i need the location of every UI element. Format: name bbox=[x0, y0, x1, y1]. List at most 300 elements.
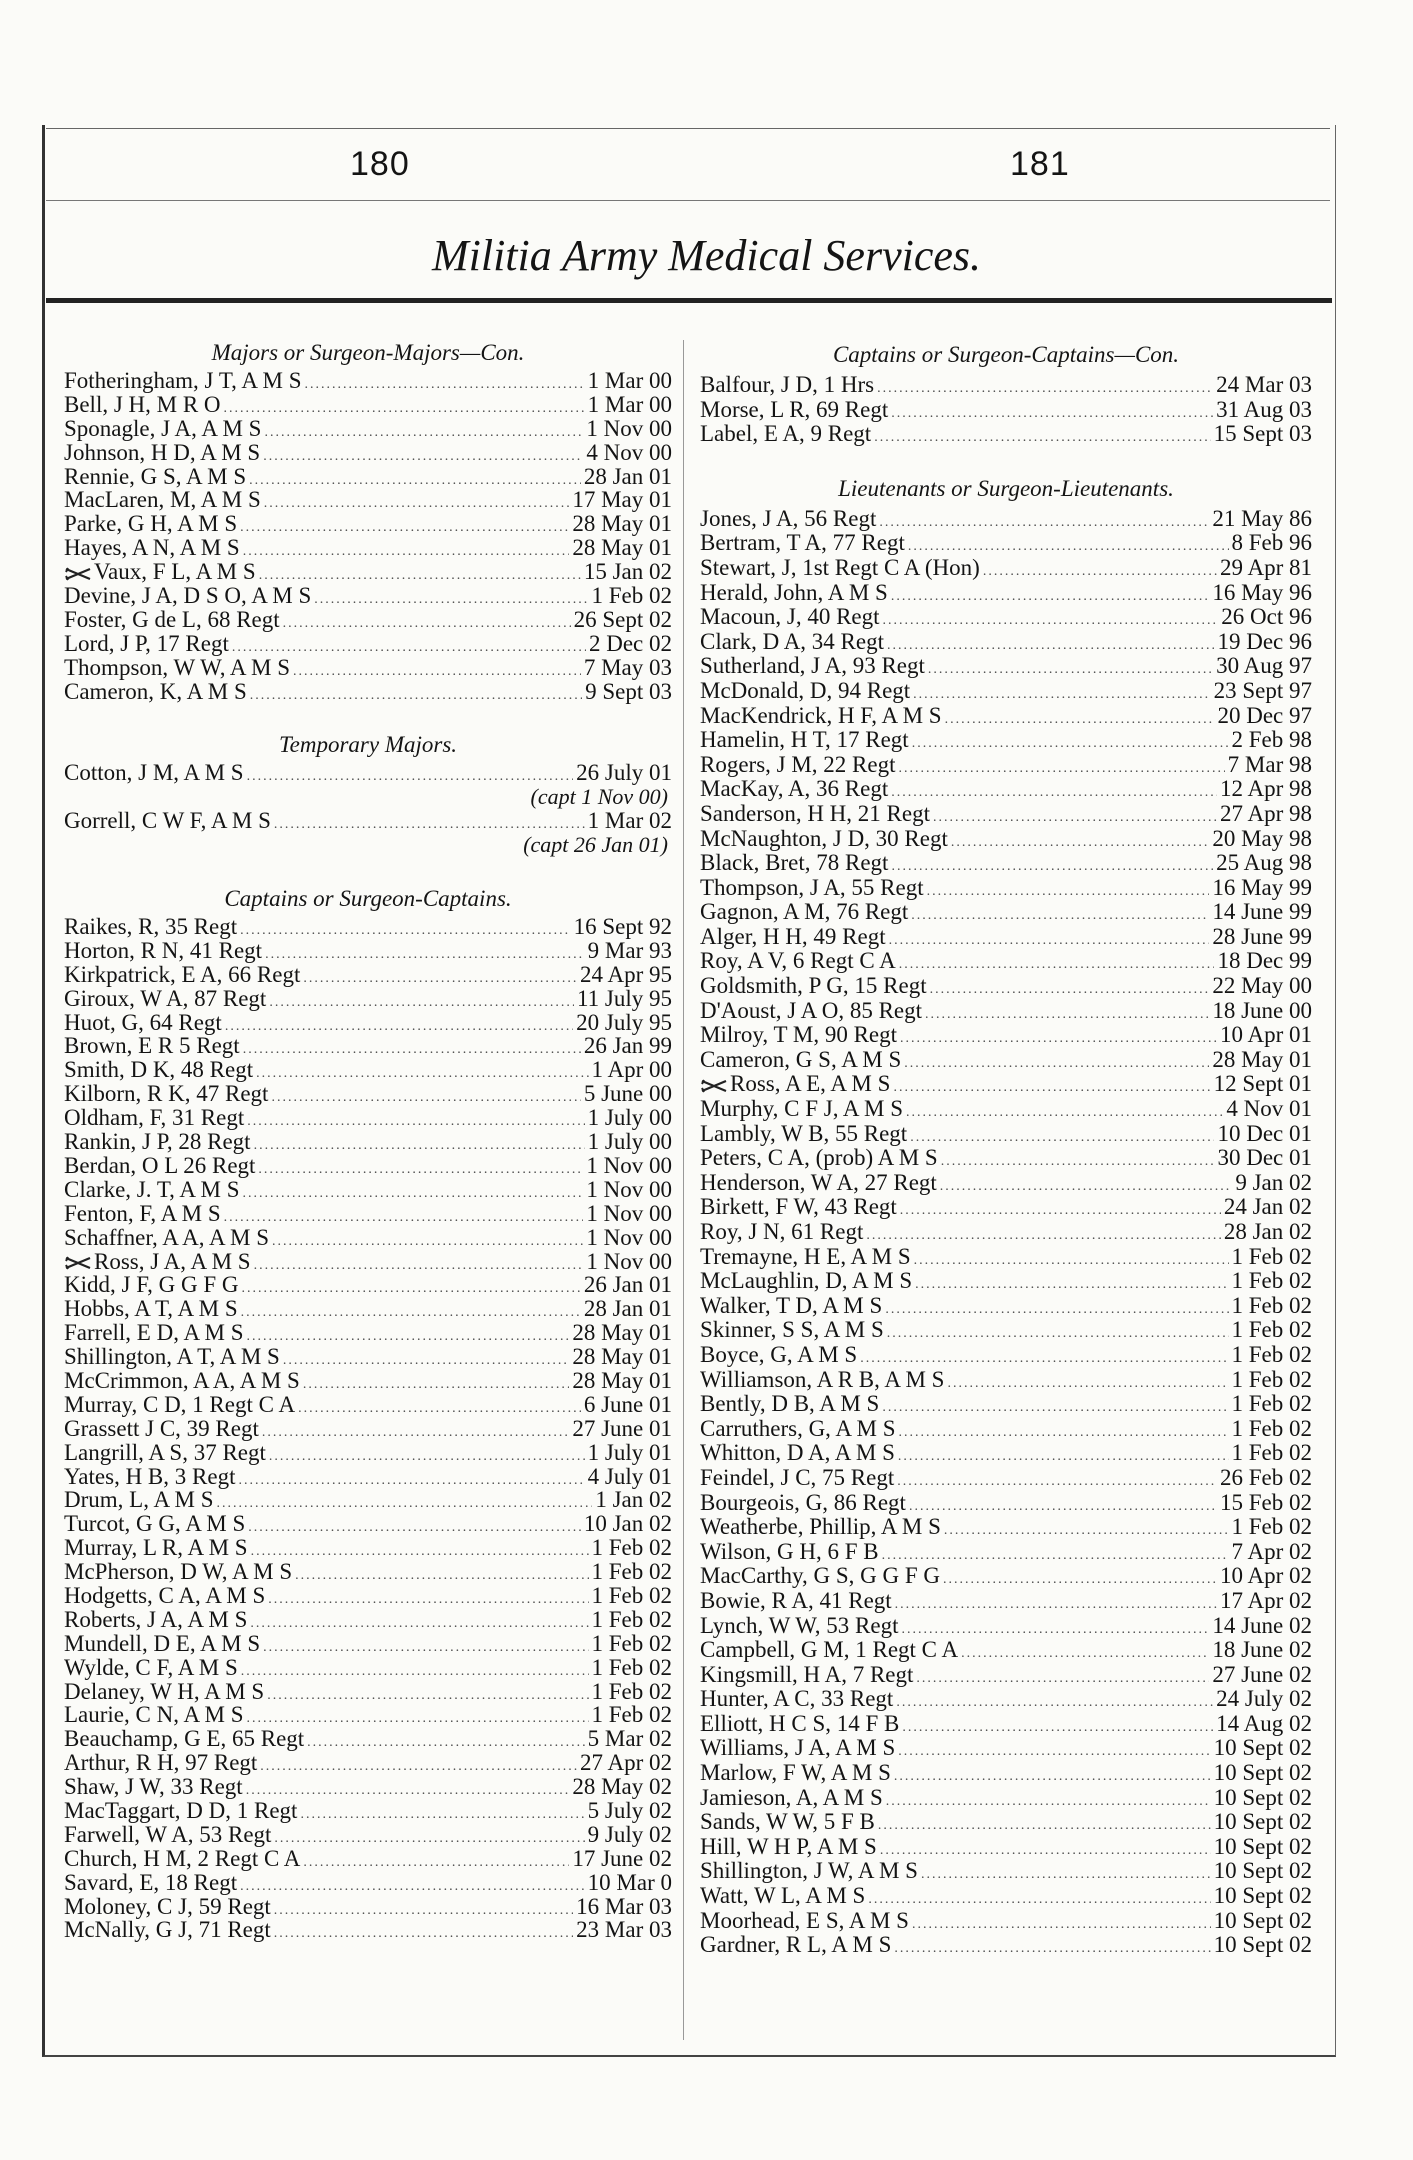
leader-dots bbox=[258, 1158, 583, 1182]
list-item bbox=[64, 1775, 672, 1799]
list-item bbox=[64, 1871, 672, 1895]
entry-date: 10 Sept 02 bbox=[1213, 1907, 1312, 1933]
entry-date: 1 Mar 00 bbox=[587, 368, 672, 393]
entry-name bbox=[64, 1345, 280, 1369]
list-item bbox=[64, 1680, 672, 1704]
leader-dots bbox=[224, 1206, 584, 1230]
entry-date: 28 Jan 02 bbox=[1223, 1219, 1312, 1244]
entry-date: 1 Feb 02 bbox=[591, 1582, 672, 1608]
entry-date: 28 Jan 01 bbox=[583, 1296, 672, 1322]
leader-dots bbox=[877, 377, 1213, 402]
entry-date: 5 June 00 bbox=[583, 1081, 672, 1107]
entry-name bbox=[700, 556, 980, 581]
entry-name bbox=[700, 1245, 911, 1270]
leader-dots bbox=[897, 1470, 1217, 1495]
entry-date: 16 May 96 bbox=[1212, 579, 1312, 605]
entry-date: 10 Jan 02 bbox=[583, 1511, 672, 1537]
entry-name bbox=[700, 1318, 884, 1343]
entry-name bbox=[700, 925, 886, 950]
list-item bbox=[700, 925, 1312, 950]
entry-date: 9 Mar 93 bbox=[587, 937, 672, 963]
entry-date: 1 Apr 00 bbox=[591, 1057, 672, 1083]
entry-name bbox=[64, 1799, 297, 1823]
list-item bbox=[700, 1146, 1312, 1171]
leader-dots bbox=[883, 609, 1219, 634]
leader-dots bbox=[254, 1254, 584, 1278]
entry-name-text: Cotton, J M, A M S bbox=[64, 760, 244, 786]
entry-date: 10 Dec 01 bbox=[1217, 1120, 1312, 1146]
entry-name bbox=[64, 761, 244, 785]
entry-date: 28 May 01 bbox=[572, 1320, 672, 1346]
list-item bbox=[700, 630, 1312, 655]
entry-name-text: Savard, E, 18 Regt bbox=[64, 1869, 238, 1895]
majors-list bbox=[64, 369, 672, 703]
entry-name-text: Raikes, R, 35 Regt bbox=[64, 914, 238, 940]
list-item bbox=[64, 1799, 672, 1823]
list-item bbox=[64, 963, 672, 987]
entry-date: 1 Feb 02 bbox=[1231, 1268, 1312, 1294]
entry-date: 10 Apr 01 bbox=[1220, 1022, 1312, 1048]
entry-date: 28 Jan 01 bbox=[583, 463, 672, 489]
list-item bbox=[700, 777, 1312, 802]
leader-dots bbox=[240, 919, 570, 943]
list-item bbox=[700, 999, 1312, 1024]
entry-name bbox=[64, 1202, 221, 1226]
entry-name bbox=[700, 654, 925, 679]
list-item bbox=[64, 1417, 672, 1441]
entry-name bbox=[700, 1859, 918, 1884]
entry-name bbox=[700, 777, 888, 802]
list-item bbox=[700, 1417, 1312, 1442]
entry-name-text: Moloney, C J, 59 Regt bbox=[64, 1893, 271, 1919]
entry-name bbox=[700, 422, 871, 447]
entry-date: 29 Apr 81 bbox=[1220, 554, 1312, 580]
entry-name bbox=[64, 1775, 243, 1799]
entry-date: 9 July 02 bbox=[587, 1821, 672, 1847]
entry-name-text: Lambly, W B, 55 Regt bbox=[700, 1120, 908, 1146]
entry-name-text: Foster, G de L, 68 Regt bbox=[64, 606, 280, 632]
entry-name-text: Wilson, G H, 6 F B bbox=[700, 1538, 879, 1564]
entry-name-text: McLaughlin, D, A M S bbox=[700, 1268, 913, 1294]
leader-dots bbox=[868, 1888, 1210, 1913]
entry-name-text: Kirkpatrick, E A, 66 Regt bbox=[64, 961, 301, 987]
entry-date: 15 Feb 02 bbox=[1220, 1489, 1312, 1515]
leader-dots bbox=[265, 943, 585, 967]
entry-name-text: Vaux, F L, A M S bbox=[94, 559, 256, 585]
entry-name bbox=[700, 1589, 892, 1614]
entry-name bbox=[700, 1146, 938, 1171]
entry-name bbox=[700, 1392, 879, 1417]
entry-name bbox=[700, 876, 924, 901]
list-item bbox=[700, 1884, 1312, 1909]
entry-date: 1 Feb 02 bbox=[591, 1606, 672, 1632]
leader-dots bbox=[933, 806, 1217, 831]
entry-name bbox=[64, 417, 261, 441]
entry-name-text: Farrell, E D, A M S bbox=[64, 1320, 244, 1346]
entry-name-text: Giroux, W A, 87 Regt bbox=[64, 985, 267, 1011]
entry-date: 27 June 02 bbox=[1212, 1661, 1312, 1687]
list-item bbox=[700, 1687, 1312, 1712]
entry-name bbox=[700, 1023, 897, 1048]
entry-name bbox=[700, 1638, 958, 1663]
list-item bbox=[64, 1321, 672, 1345]
entry-note: (capt 26 Jan 01) bbox=[523, 832, 668, 858]
list-item bbox=[64, 1536, 672, 1560]
entry-name bbox=[64, 441, 260, 465]
list-item bbox=[64, 417, 672, 441]
entry-name-text: Murray, L R, A M S bbox=[64, 1535, 248, 1561]
entry-name bbox=[700, 1933, 891, 1958]
entry-name bbox=[64, 369, 301, 393]
entry-name-text: Roy, A V, 6 Regt C A bbox=[700, 948, 896, 974]
entry-name bbox=[700, 1417, 896, 1442]
entry-name bbox=[64, 1250, 251, 1274]
list-item bbox=[700, 654, 1312, 679]
entry-name-text: McPherson, D W, A M S bbox=[64, 1559, 293, 1585]
entry-date: 4 July 01 bbox=[587, 1463, 672, 1489]
leader-dots bbox=[241, 1301, 581, 1325]
entry-name-text: Kingsmill, H A, 7 Regt bbox=[700, 1661, 914, 1687]
section-heading-captains: Captains or Surgeon-Captains. bbox=[224, 886, 512, 912]
leader-dots bbox=[247, 765, 574, 789]
leader-dots bbox=[902, 1716, 1213, 1741]
entry-date: 1 Feb 02 bbox=[1231, 1415, 1312, 1441]
entry-name-text: Bowie, R A, 41 Regt bbox=[700, 1587, 892, 1613]
entry-date: 26 Oct 96 bbox=[1221, 604, 1312, 630]
entry-date: 1 Nov 00 bbox=[586, 1224, 672, 1250]
entry-name bbox=[700, 753, 896, 778]
entry-name bbox=[64, 1011, 222, 1035]
list-item bbox=[64, 1918, 672, 1942]
entry-name-text: Shaw, J W, 33 Regt bbox=[64, 1774, 243, 1800]
entry-name-text: Farwell, W A, 53 Regt bbox=[64, 1821, 272, 1847]
entry-date: 1 Feb 02 bbox=[1231, 1243, 1312, 1269]
leader-dots bbox=[887, 634, 1214, 659]
entry-name-text: Black, Bret, 78 Regt bbox=[700, 850, 889, 876]
leader-dots bbox=[250, 684, 582, 708]
leader-dots bbox=[314, 588, 588, 612]
entry-name-text: Birkett, F W, 43 Regt bbox=[700, 1194, 897, 1220]
list-item bbox=[64, 1608, 672, 1632]
entry-date: 5 Mar 02 bbox=[587, 1726, 672, 1752]
entry-name bbox=[64, 1703, 244, 1727]
entry-name bbox=[700, 949, 896, 974]
entry-date: 1 Nov 00 bbox=[586, 1200, 672, 1226]
entry-name bbox=[700, 1884, 865, 1909]
entry-name-text: Yates, H B, 3 Regt bbox=[64, 1463, 236, 1489]
list-item bbox=[700, 1392, 1312, 1417]
entry-name-text: Murphy, C F J, A M S bbox=[700, 1096, 904, 1122]
entry-name bbox=[64, 656, 290, 680]
entry-name-text: Cameron, G S, A M S bbox=[700, 1046, 902, 1072]
entry-name bbox=[700, 1663, 913, 1688]
entry-date: 26 Jan 01 bbox=[583, 1272, 672, 1298]
entry-name-text: Devine, J A, D S O, A M S bbox=[64, 583, 312, 609]
page-title: Militia Army Medical Services. bbox=[431, 231, 982, 280]
entry-date: 1 Feb 02 bbox=[591, 1535, 672, 1561]
leader-dots bbox=[263, 1636, 588, 1660]
leader-dots bbox=[889, 929, 1210, 954]
list-item bbox=[700, 1589, 1312, 1614]
list-item bbox=[64, 536, 672, 560]
entry-date: 28 May 01 bbox=[1212, 1046, 1312, 1072]
entry-name-text: Mundell, D E, A M S bbox=[64, 1630, 261, 1656]
list-item bbox=[64, 1154, 672, 1178]
list-item bbox=[64, 987, 672, 1011]
entry-name bbox=[700, 1171, 937, 1196]
entry-name bbox=[700, 1736, 895, 1761]
list-item bbox=[64, 512, 672, 536]
entry-name-text: Williams, J A, A M S bbox=[700, 1735, 896, 1761]
entry-name bbox=[700, 1269, 912, 1294]
list-item bbox=[700, 556, 1312, 581]
entry-date: 30 Aug 97 bbox=[1216, 653, 1312, 679]
entry-date: 6 June 01 bbox=[583, 1391, 672, 1417]
entry-name bbox=[700, 398, 888, 423]
entry-name-text: Kilborn, R K, 47 Regt bbox=[64, 1081, 269, 1107]
entry-name bbox=[700, 1786, 883, 1811]
entry-name bbox=[700, 630, 884, 655]
entry-name bbox=[64, 1847, 300, 1871]
entry-name-text: Brown, E R 5 Regt bbox=[64, 1033, 240, 1059]
leader-dots bbox=[240, 516, 569, 540]
entry-name-text: Horton, R N, 41 Regt bbox=[64, 937, 263, 963]
captains-list bbox=[64, 915, 672, 1942]
entry-name bbox=[64, 1895, 271, 1919]
right-column bbox=[700, 337, 1312, 1958]
entry-date: 2 Dec 02 bbox=[588, 630, 672, 656]
entry-date: 16 Sept 92 bbox=[573, 914, 672, 940]
entry-name-text: Elliott, H C S, 14 F B bbox=[700, 1710, 900, 1736]
entry-date: 1 Nov 00 bbox=[586, 1152, 672, 1178]
leader-dots bbox=[250, 1612, 588, 1636]
leader-dots bbox=[249, 469, 581, 493]
leader-dots bbox=[874, 426, 1210, 451]
entry-name-text: Clarke, J. T, A M S bbox=[64, 1176, 240, 1202]
entry-name-text: Arthur, R H, 97 Regt bbox=[64, 1750, 258, 1776]
entry-name bbox=[64, 1536, 248, 1560]
entry-name-text: MacCarthy, G S, G G F G bbox=[700, 1563, 940, 1589]
entry-name bbox=[700, 1195, 897, 1220]
list-item bbox=[64, 1465, 672, 1489]
leader-dots bbox=[898, 1445, 1229, 1470]
entry-name-text: Turcot, G G, A M S bbox=[64, 1511, 246, 1537]
entry-name bbox=[64, 963, 300, 987]
list-item bbox=[700, 1614, 1312, 1639]
entry-name-text: Rennie, G S, A M S bbox=[64, 463, 247, 489]
entry-name-text: Gardner, R L, A M S bbox=[700, 1932, 892, 1958]
leader-dots bbox=[878, 1814, 1211, 1839]
entry-date: 11 July 95 bbox=[577, 985, 672, 1011]
list-item bbox=[64, 1512, 672, 1536]
list-item bbox=[64, 1034, 672, 1058]
list-item bbox=[700, 1933, 1312, 1958]
entry-name-text: Rankin, J P, 28 Regt bbox=[64, 1129, 251, 1155]
entry-name-text: Parke, G H, A M S bbox=[64, 511, 238, 537]
entry-date: 14 Aug 02 bbox=[1216, 1710, 1312, 1736]
entry-date: 5 July 02 bbox=[587, 1797, 672, 1823]
entry-date: 28 May 01 bbox=[572, 511, 672, 537]
leader-dots bbox=[243, 1182, 584, 1206]
list-item bbox=[64, 1202, 672, 1226]
entry-name bbox=[64, 1488, 214, 1512]
list-item bbox=[700, 1343, 1312, 1368]
entry-date: 27 June 01 bbox=[572, 1415, 672, 1441]
entry-name bbox=[64, 584, 311, 608]
list-item bbox=[64, 1441, 672, 1465]
entry-name bbox=[64, 1680, 264, 1704]
entry-name bbox=[64, 1465, 235, 1489]
list-item bbox=[64, 1178, 672, 1202]
entry-date: 23 Sept 97 bbox=[1213, 677, 1312, 703]
entry-date: 10 Sept 02 bbox=[1213, 1784, 1312, 1810]
entry-date: 10 Sept 02 bbox=[1213, 1883, 1312, 1909]
leader-dots bbox=[248, 1516, 581, 1540]
section-heading-captains-con: Captains or Surgeon-Captains—Con. bbox=[832, 342, 1180, 367]
list-item bbox=[64, 1273, 672, 1297]
entry-date: 7 Apr 02 bbox=[1231, 1538, 1312, 1564]
entry-date: 1 Feb 02 bbox=[1231, 1440, 1312, 1466]
section-heading-lieutenants: Lieutenants or Surgeon-Lieutenants. bbox=[838, 475, 1174, 501]
header-rule bbox=[46, 200, 1330, 201]
entry-name bbox=[64, 1751, 257, 1775]
leader-dots bbox=[911, 904, 1209, 929]
list-item bbox=[64, 656, 672, 680]
entry-name-text: Bourgeois, G, 86 Regt bbox=[700, 1489, 906, 1515]
entry-date: 23 Mar 03 bbox=[576, 1917, 672, 1943]
entry-date: 26 Jan 99 bbox=[583, 1033, 672, 1059]
list-item bbox=[64, 1727, 672, 1751]
entry-name bbox=[64, 809, 271, 833]
entry-name bbox=[64, 632, 229, 656]
leader-dots bbox=[307, 1731, 585, 1755]
entry-date: 20 Dec 97 bbox=[1217, 702, 1312, 728]
entry-date: 10 Sept 02 bbox=[1213, 1735, 1312, 1761]
top-rule bbox=[46, 128, 1330, 129]
entry-date: 30 Dec 01 bbox=[1217, 1145, 1312, 1171]
list-item bbox=[700, 679, 1312, 704]
entry-name-text: Bently, D B, A M S bbox=[700, 1391, 880, 1417]
entry-name bbox=[700, 1614, 899, 1639]
entry-name bbox=[700, 1491, 906, 1516]
page-number-left: 180 bbox=[350, 145, 410, 183]
entry-date: 28 May 02 bbox=[572, 1774, 672, 1800]
leader-dots bbox=[240, 1875, 585, 1899]
list-item bbox=[700, 1171, 1312, 1196]
entry-name-text: Sanderson, H H, 21 Regt bbox=[700, 800, 930, 826]
leader-dots bbox=[303, 967, 577, 991]
entry-name-text: Ross, A E, A M S bbox=[730, 1071, 891, 1097]
entry-name-text: Peters, C A, (prob) A M S bbox=[700, 1145, 938, 1171]
list-item bbox=[700, 728, 1312, 753]
list-item bbox=[700, 1909, 1312, 1934]
entry-date: 31 Aug 03 bbox=[1216, 396, 1312, 422]
list-item bbox=[64, 1058, 672, 1082]
leader-dots bbox=[254, 1134, 585, 1158]
entry-date: 21 May 86 bbox=[1212, 505, 1312, 531]
leader-dots bbox=[891, 402, 1213, 427]
leader-dots bbox=[899, 953, 1215, 978]
entry-name-text: Watt, W L, A M S bbox=[700, 1883, 866, 1909]
entry-name-text: Smith, D K, 48 Regt bbox=[64, 1057, 254, 1083]
list-item bbox=[700, 1835, 1312, 1860]
entry-date: 26 July 01 bbox=[576, 760, 672, 786]
entry-date: 1 July 00 bbox=[587, 1105, 672, 1131]
entry-name bbox=[64, 1297, 238, 1321]
list-item bbox=[64, 680, 672, 704]
leader-dots bbox=[914, 1249, 1229, 1274]
entry-name-text: Tremayne, H E, A M S bbox=[700, 1243, 911, 1269]
entry-name bbox=[64, 1082, 268, 1106]
entry-name bbox=[64, 1656, 238, 1680]
list-item bbox=[700, 827, 1312, 852]
entry-name bbox=[64, 1441, 266, 1465]
entry-name-text: Huot, G, 64 Regt bbox=[64, 1009, 222, 1035]
leader-dots bbox=[262, 1421, 569, 1445]
list-item bbox=[700, 1220, 1312, 1245]
entry-date: 9 Sept 03 bbox=[585, 678, 672, 704]
entry-name-text: Hamelin, H T, 17 Regt bbox=[700, 727, 909, 753]
crossed-swords-icon bbox=[700, 1079, 728, 1093]
entry-name-text: Bertram, T A, 77 Regt bbox=[700, 530, 905, 556]
entry-name-text: Morse, L R, 69 Regt bbox=[700, 396, 889, 422]
list-item bbox=[64, 1560, 672, 1584]
leader-dots bbox=[940, 1175, 1233, 1200]
entry-name-text: Laurie, C N, A M S bbox=[64, 1702, 244, 1728]
entry-name bbox=[64, 1918, 271, 1942]
entry-name-text: Macoun, J, 40 Regt bbox=[700, 604, 880, 630]
entry-date: 12 Apr 98 bbox=[1220, 776, 1312, 802]
list-item bbox=[64, 1297, 672, 1321]
entry-name bbox=[700, 1712, 899, 1737]
leader-dots bbox=[909, 1495, 1217, 1520]
entry-date: 1 Feb 02 bbox=[1231, 1514, 1312, 1540]
entry-name bbox=[700, 1687, 893, 1712]
entry-name-text: Drum, L, A M S bbox=[64, 1487, 214, 1513]
leader-dots bbox=[274, 1899, 573, 1923]
crossed-swords-icon bbox=[64, 567, 92, 581]
leader-dots bbox=[295, 1564, 588, 1588]
entry-name-text: Thompson, W W, A M S bbox=[64, 654, 291, 680]
leader-dots bbox=[927, 880, 1210, 905]
entry-date: 27 Apr 02 bbox=[580, 1750, 672, 1776]
leader-dots bbox=[268, 1588, 588, 1612]
entry-name bbox=[64, 1608, 247, 1632]
entry-name bbox=[64, 939, 262, 963]
entry-date: 14 June 02 bbox=[1212, 1612, 1312, 1638]
list-item bbox=[700, 1663, 1312, 1688]
list-item bbox=[64, 441, 672, 465]
list-item bbox=[700, 1195, 1312, 1220]
entry-name-text: Carruthers, G, A M S bbox=[700, 1415, 896, 1441]
entry-name bbox=[700, 605, 880, 630]
entry-date: 1 Feb 02 bbox=[591, 1559, 672, 1585]
entry-name-text: MacKendrick, H F, A M S bbox=[700, 702, 942, 728]
leader-dots bbox=[269, 1445, 585, 1469]
entry-name bbox=[700, 1564, 940, 1589]
entry-name-text: Grassett J C, 39 Regt bbox=[64, 1415, 259, 1441]
list-item bbox=[700, 1810, 1312, 1835]
leader-dots bbox=[951, 831, 1209, 856]
entry-date: 1 July 01 bbox=[587, 1439, 672, 1465]
entry-name bbox=[64, 1058, 253, 1082]
section-heading-temporary-majors: Temporary Majors. bbox=[278, 732, 458, 758]
entry-name-text: Milroy, T M, 90 Regt bbox=[700, 1022, 898, 1048]
entry-name-text: Fotheringham, J T, A M S bbox=[64, 368, 302, 393]
entry-date: 10 Sept 02 bbox=[1213, 1858, 1312, 1884]
entry-name-text: Feindel, J C, 75 Regt bbox=[700, 1464, 895, 1490]
entry-name bbox=[700, 1909, 909, 1934]
